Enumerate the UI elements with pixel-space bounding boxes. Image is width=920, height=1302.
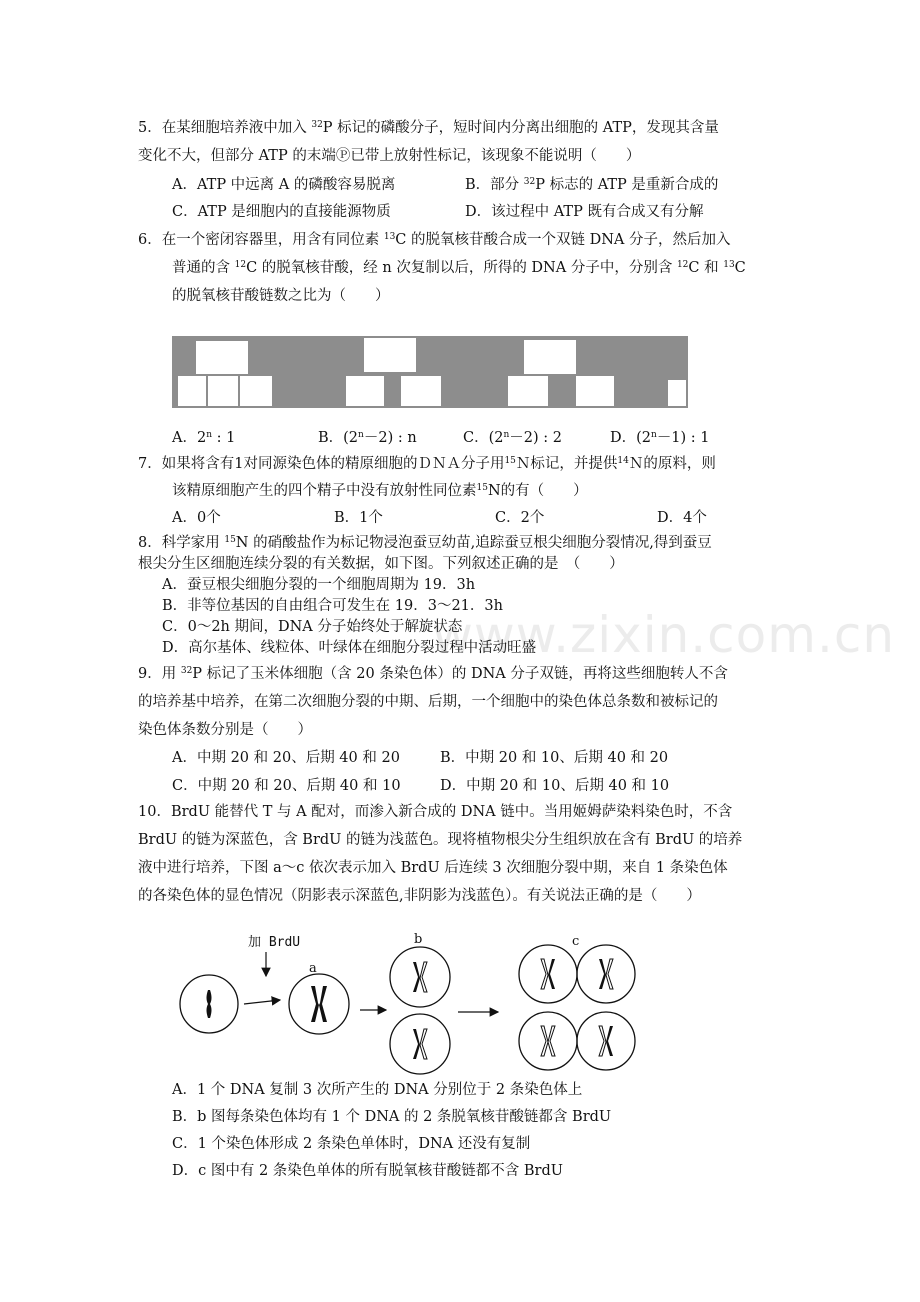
q9-stem-line3: 染色体条数分别是（ ） bbox=[138, 722, 312, 738]
q10-stem-line4: 的各染色体的显色情况（阴影表示深蓝色,非阴影为浅蓝色）。有关说法正确的是（ ） bbox=[138, 888, 701, 904]
cell-a bbox=[289, 974, 349, 1034]
q10-stem-line2: BrdU 的链为深蓝色，含 BrdU 的链为浅蓝色。现将植物根尖分生组织放在含有 BrdU 的培养 bbox=[138, 832, 743, 848]
q10-option-a: A．1 个 DNA 复制 3 次所产生的 DNA 分别位于 2 条染色体上 bbox=[172, 1082, 583, 1098]
chromosome-b-bottom bbox=[413, 1029, 427, 1059]
q10-option-c: C．1 个染色体形成 2 条染色单体时，DNA 还没有复制 bbox=[172, 1136, 531, 1152]
q9-option-c: C．中期 20 和 20、后期 40 和 10 bbox=[172, 778, 401, 794]
chromosome-c-4 bbox=[599, 1026, 613, 1056]
chromosome-c-3 bbox=[541, 1026, 555, 1056]
q6-stem-line1: 6．在一个密闭容器里，用含有同位素 $^{13}$C 的脱氧核苷酸合成一个双链 DNA 分子，然后加入 bbox=[138, 232, 731, 248]
label-c: c bbox=[572, 934, 580, 949]
label-a: a bbox=[309, 961, 317, 976]
q9-stem-line2: 的培养基中培养，在第二次细胞分裂的中期、后期，一个细胞中的染色体总条数和被标记的 bbox=[138, 694, 718, 710]
q8-stem-line2: 根尖分生区细胞连续分裂的有关数据，如下图。下列叙述正确的是 （ ） bbox=[138, 556, 624, 572]
chromosome-initial bbox=[207, 990, 212, 1018]
q6-figure-placeholder bbox=[172, 336, 688, 408]
chromosome-a bbox=[311, 986, 327, 1022]
q9-option-d: D．中期 20 和 10、后期 40 和 10 bbox=[440, 778, 670, 794]
q6-stem-line2: 普通的含 $^{12}$C 的脱氧核苷酸，经 n 次复制以后，所得的 DNA 分子中，分别含 $^{12}$C 和 $^{13}$C bbox=[172, 260, 746, 276]
q8-option-c: C．0～2h 期间，DNA 分子始终处于解旋状态 bbox=[162, 619, 463, 635]
q5-option-c: C．ATP 是细胞内的直接能源物质 bbox=[172, 204, 391, 220]
watermark: www.zixin.com.cn bbox=[432, 606, 896, 664]
q7-option-b: B．1个 bbox=[334, 510, 383, 526]
chromosome-c-2 bbox=[599, 959, 613, 989]
q7-option-d: D．4个 bbox=[657, 510, 707, 526]
chromosome-b-top bbox=[413, 962, 427, 992]
q8-stem-line1: 8．科学家用 $^{15}$N 的硝酸盐作为标记物浸泡蚕豆幼苗,追踪蚕豆根尖细胞分裂情况,得到蚕豆 bbox=[138, 535, 712, 551]
q7-stem-line1: 7．如果将含有1对同源染色体的精原细胞的ＤＮＡ分子用$^{15}$Ｎ标记，并提供$^{14}$Ｎ的原料，则 bbox=[138, 456, 716, 472]
q5-stem-line1: 5．在某细胞培养液中加入 $^{32}$P 标记的磷酸分子，短时间内分离出细胞的 ATP，发现其含量 bbox=[138, 120, 719, 136]
q6-option-d: D．$(2^n-1)$ : 1 bbox=[610, 430, 710, 446]
q8-option-a: A．蚕豆根尖细胞分裂的一个细胞周期为 19．3h bbox=[162, 577, 476, 593]
q10-stem-line3: 液中进行培养，下图 a～c 依次表示加入 BrdU 后连续 3 次细胞分裂中期，来自 1 条染色体 bbox=[138, 860, 728, 876]
q8-option-d: D．高尔基体、线粒体、叶绿体在细胞分裂过程中活动旺盛 bbox=[162, 640, 537, 656]
label-b: b bbox=[414, 932, 423, 947]
q6-option-a: A．2$^n$ : 1 bbox=[172, 430, 236, 446]
q6-stem-line3: 的脱氧核苷酸链数之比为（ ） bbox=[172, 288, 390, 304]
chromosome-c-1 bbox=[541, 959, 555, 989]
q10-figure bbox=[170, 924, 660, 1084]
q6-option-b: B．$(2^n-2)$ : n bbox=[318, 430, 417, 446]
q5-stem-line2: 变化不大，但部分 ATP 的末端Ⓟ已带上放射性标记，该现象不能说明（ ） bbox=[138, 148, 641, 164]
q9-option-a: A．中期 20 和 20、后期 40 和 20 bbox=[172, 750, 400, 766]
q10-option-b: B．b 图每条染色体均有 1 个 DNA 的 2 条脱氧核苷酸链都含 BrdU bbox=[172, 1109, 612, 1125]
q7-option-a: A．0个 bbox=[172, 510, 221, 526]
q6-option-c: C．$(2^n-2)$ : 2 bbox=[463, 430, 562, 446]
q8-option-b: B．非等位基因的自由组合可发生在 19．3～21．3h bbox=[162, 598, 503, 614]
q5-option-d: D．该过程中 ATP 既有合成又有分解 bbox=[465, 204, 704, 220]
q7-option-c: C．2个 bbox=[495, 510, 545, 526]
q9-option-b: B．中期 20 和 10、后期 40 和 20 bbox=[440, 750, 669, 766]
q10-option-d: D．c 图中有 2 条染色单体的所有脱氧核苷酸链都不含 BrdU bbox=[172, 1163, 563, 1179]
add-brdu-label: 加 BrdU bbox=[248, 935, 301, 950]
arrow-1 bbox=[244, 1000, 280, 1004]
q9-stem-line1: 9．用 $^{32}$P 标记了玉米体细胞（含 20 条染色体）的 DNA 分子双链，再将这些细胞转人不含 bbox=[138, 666, 728, 682]
q7-stem-line2: 该精原细胞产生的四个精子中没有放射性同位素$^{15}$N的有（ ） bbox=[172, 483, 588, 499]
q10-stem-line1: 10．BrdU 能替代 T 与 A 配对，而渗入新合成的 DNA 链中。当用姬姆萨染料染色时，不含 bbox=[138, 804, 733, 820]
q5-option-b: B．部分 $^{32}$P 标志的 ATP 是重新合成的 bbox=[465, 177, 719, 193]
q5-option-a: A．ATP 中远离 A 的磷酸容易脱离 bbox=[172, 177, 396, 193]
